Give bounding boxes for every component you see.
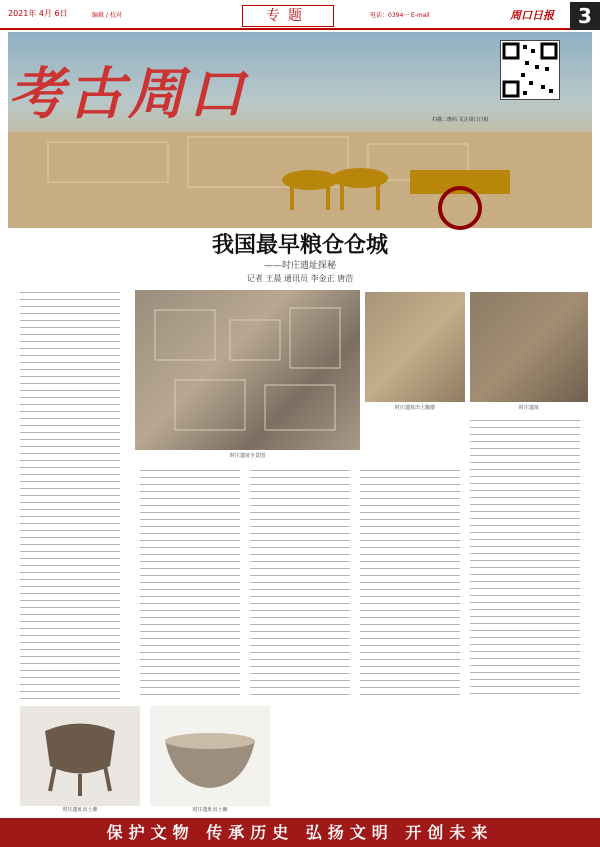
footer-slogan: 保护文物 传承历史 弘扬文明 开创未来 bbox=[0, 818, 600, 847]
article-column-4 bbox=[360, 470, 460, 700]
tripod-pot-photo bbox=[20, 706, 140, 806]
site-detail-photo bbox=[470, 292, 588, 402]
qr-code[interactable] bbox=[500, 40, 560, 100]
article-column-1 bbox=[20, 292, 120, 702]
caption-mid-photo: 时庄遗址出土陶器 bbox=[394, 405, 435, 411]
banner-title: 考古周口 bbox=[8, 61, 248, 127]
article-column-5 bbox=[470, 420, 580, 700]
caption-pot-photo: 时庄遗址出土鼎 bbox=[62, 807, 98, 813]
caption-bowl-photo: 时庄遗址出土碗 bbox=[192, 807, 228, 813]
article-column-3 bbox=[250, 470, 350, 700]
chariot-horse-icon bbox=[270, 150, 590, 230]
caption-main-photo: 时庄遗址全景图 bbox=[229, 453, 265, 459]
bowl-photo bbox=[150, 706, 270, 806]
article-headline: 我国最早粮仓仓城 bbox=[211, 232, 388, 258]
caption-right-photo: 时庄遗址 bbox=[518, 405, 539, 411]
editor-credit: 编辑 / 校对 bbox=[92, 12, 122, 19]
section-title: 专题 bbox=[242, 5, 334, 27]
pottery-dig-photo bbox=[365, 292, 465, 402]
article-subhead: ——时庄遗址探秘 bbox=[263, 261, 336, 271]
qr-caption: 扫描二维码 关注周口日报 bbox=[432, 117, 489, 123]
contact-info: 电话：0394··· E-mail bbox=[370, 12, 430, 19]
issue-date: 2021年 4月 6日 bbox=[8, 9, 68, 18]
newspaper-logo: 周口日报 bbox=[510, 9, 554, 22]
qr-code-icon bbox=[501, 41, 559, 99]
page-number: 3 bbox=[570, 2, 600, 30]
article-byline: 记者 王晨 通讯员 李金正 唐浩 bbox=[246, 274, 354, 283]
site-overview-photo bbox=[135, 290, 360, 450]
article-column-2 bbox=[140, 470, 240, 700]
